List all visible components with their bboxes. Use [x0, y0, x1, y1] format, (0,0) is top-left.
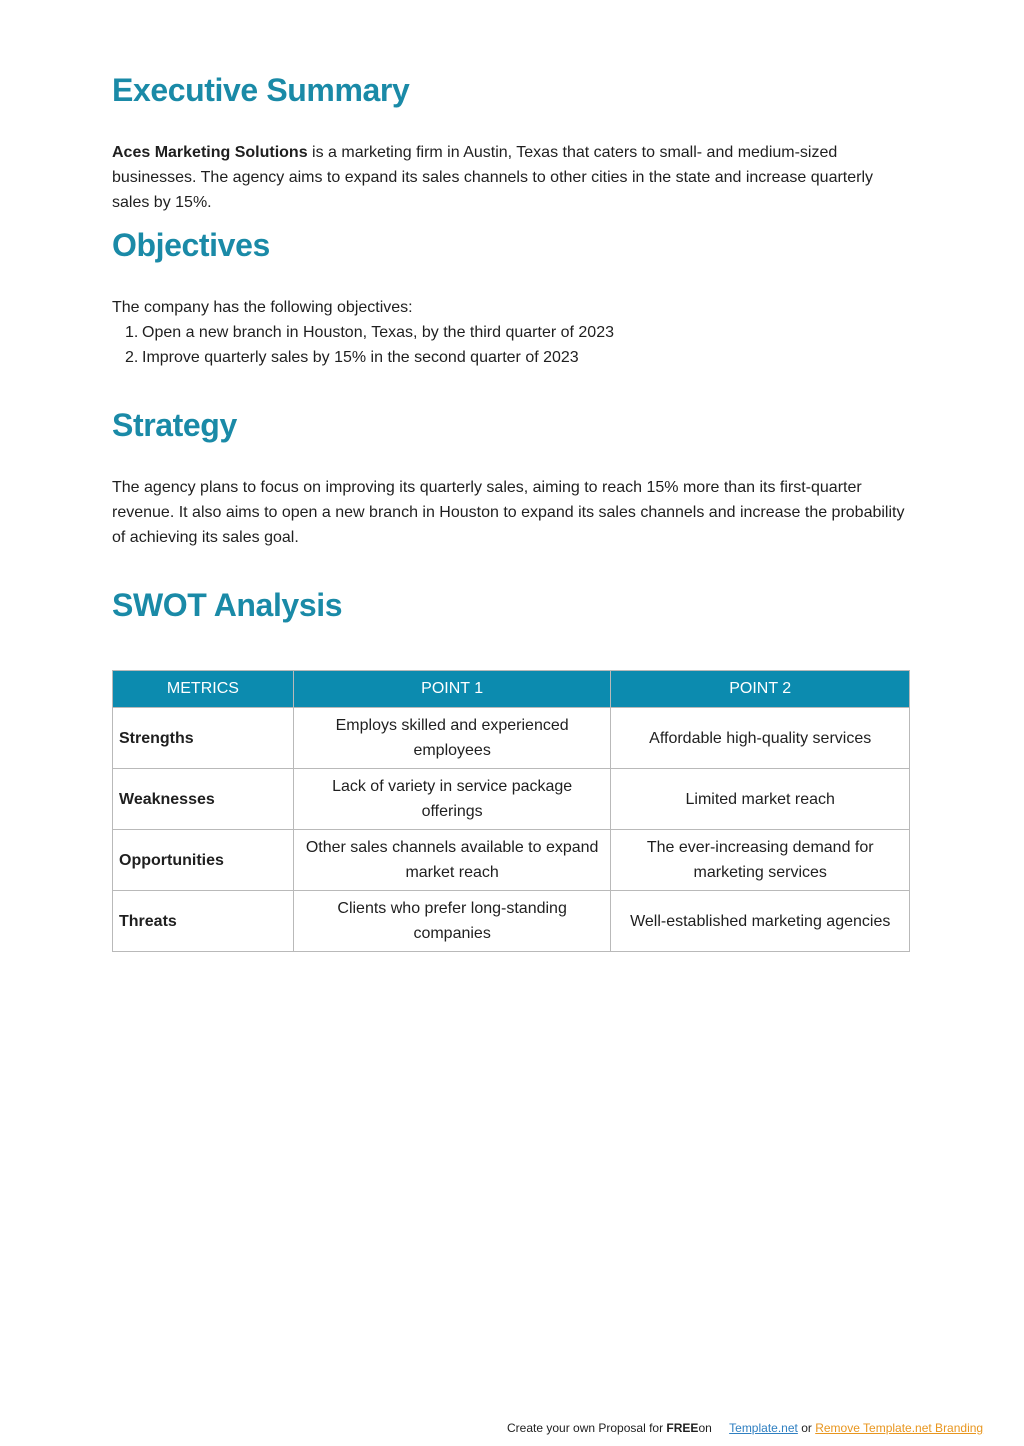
- table-row: [113, 769, 910, 830]
- metric-cell: Threats: [113, 891, 294, 952]
- remove-branding-link[interactable]: Remove Template.net Branding: [815, 1421, 984, 1435]
- objective-text: Improve quarterly sales by 15% in the second quarter of 2023: [142, 349, 579, 366]
- point2-cell: The ever-increasing demand for marketing services: [611, 830, 910, 891]
- footer-branding: [507, 1420, 983, 1436]
- objectives-list: [112, 320, 910, 370]
- footer-on: on: [698, 1421, 712, 1435]
- point1-cell: Other sales channels available to expand market reach: [293, 830, 611, 891]
- objective-item: [112, 345, 910, 370]
- point1-cell: Employs skilled and experienced employees: [293, 708, 611, 769]
- table-header-row: [113, 671, 910, 708]
- company-name: Aces Marketing Solutions: [112, 144, 308, 161]
- table-row: [113, 830, 910, 891]
- column-header-point1: POINT 1: [293, 671, 611, 708]
- swot-heading: SWOT Analysis: [112, 587, 343, 623]
- objective-number: 2.: [125, 349, 139, 366]
- point1-cell: Lack of variety in service package offerings: [293, 769, 611, 830]
- table-row: [113, 891, 910, 952]
- executive-summary-paragraph: [112, 140, 910, 215]
- table-row: [113, 708, 910, 769]
- strategy-heading: Strategy: [112, 407, 237, 443]
- template-net-link[interactable]: Template.net: [729, 1421, 798, 1435]
- column-header-point2: POINT 2: [611, 671, 910, 708]
- footer-free: FREE: [666, 1421, 699, 1435]
- footer-prefix: Create your own Proposal for: [507, 1421, 667, 1435]
- metric-cell: Opportunities: [113, 830, 294, 891]
- point2-cell: Limited market reach: [611, 769, 910, 830]
- objective-number: 1.: [125, 324, 139, 341]
- objective-item: [112, 320, 910, 345]
- objectives-intro: The company has the following objectives:: [112, 299, 413, 316]
- point2-cell: Affordable high-quality services: [611, 708, 910, 769]
- objective-text: Open a new branch in Houston, Texas, by the third quarter of 2023: [142, 324, 614, 341]
- metric-cell: Weaknesses: [113, 769, 294, 830]
- footer-or: or: [801, 1421, 812, 1435]
- metric-cell: Strengths: [113, 708, 294, 769]
- strategy-paragraph: The agency plans to focus on improving its quarterly sales, aiming to reach 15% more than its first-quarter revenue. It also aims to open a new branch in Houston to expand its sales channels and increase the probability of achieving its sales goal.: [112, 479, 905, 546]
- column-header-metrics: METRICS: [113, 671, 294, 708]
- swot-table: [112, 670, 910, 952]
- point1-cell: Clients who prefer long-standing companies: [293, 891, 611, 952]
- point2-cell: Well-established marketing agencies: [611, 891, 910, 952]
- executive-summary-body: is a marketing firm in Austin, Texas that caters to small- and medium-sized businesses. The agency aims to expand its sales channels to other cities in the state and increase quarterly sales by 15%.: [112, 144, 874, 211]
- executive-summary-heading: Executive Summary: [112, 72, 410, 108]
- objectives-heading: Objectives: [112, 227, 270, 263]
